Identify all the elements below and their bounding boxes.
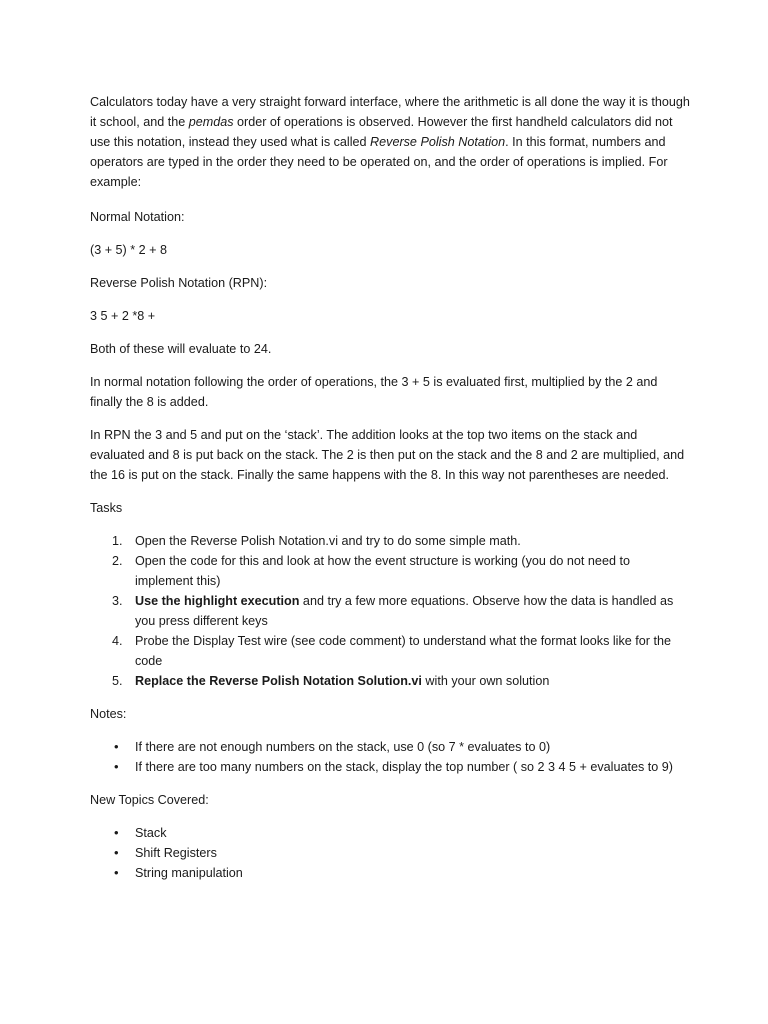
note-item <box>90 737 690 757</box>
task-item <box>90 551 690 591</box>
task-text: Probe the Display Test wire (see code comment) to understand what the format looks like for the code <box>135 634 671 668</box>
tasks-list <box>90 531 690 691</box>
task-bold-text: Replace the Reverse Polish Notation Solution.vi <box>135 674 422 688</box>
task-item <box>90 631 690 671</box>
task-number: 2. <box>112 554 123 568</box>
topics-list <box>90 823 690 883</box>
note-text: If there are not enough numbers on the stack, use 0 (so 7 * evaluates to 0) <box>135 740 551 754</box>
document-page <box>90 92 690 896</box>
rpn-label: Reverse Polish Notation (RPN): <box>90 276 268 290</box>
task-number: 5. <box>112 674 123 688</box>
topic-text: Stack <box>135 826 167 840</box>
rpn-expression: 3 5 + 2 *8 + <box>90 309 156 323</box>
tasks-heading: Tasks <box>90 501 123 515</box>
bullet-icon: • <box>114 739 119 754</box>
bullet-icon: • <box>114 865 119 880</box>
task-item <box>90 671 690 691</box>
note-text: If there are too many numbers on the stack, display the top number ( so 2 3 4 5 + evaluates to 9) <box>135 760 673 774</box>
task-bold-text: Use the highlight execution <box>135 594 300 608</box>
topics-heading: New Topics Covered: <box>90 793 209 807</box>
intro-text-3: . In this format, numbers and operators are typed in the order they need to be operated on, and the order of operations is implied. For example: <box>90 135 668 189</box>
normal-notation-explanation: In normal notation following the order of operations, the 3 + 5 is evaluated first, multiplied by the 2 and finally the 8 is added. <box>90 375 658 409</box>
rpn-term: Reverse Polish Notation <box>370 135 506 149</box>
normal-notation-label: Normal Notation: <box>90 210 185 224</box>
task-item <box>90 591 690 631</box>
task-number: 4. <box>112 634 123 648</box>
task-number: 1. <box>112 534 123 548</box>
task-text: Open the code for this and look at how the event structure is working (you do not need to implement this) <box>135 554 630 588</box>
task-text: Open the Reverse Polish Notation.vi and try to do some simple math. <box>135 534 521 548</box>
pemdas-term: pemdas <box>188 115 234 129</box>
topic-item <box>90 863 690 883</box>
task-item <box>90 531 690 551</box>
normal-notation-expression: (3 + 5) * 2 + 8 <box>90 243 168 257</box>
notes-heading: Notes: <box>90 707 127 721</box>
task-number: 3. <box>112 594 123 608</box>
bullet-icon: • <box>114 759 119 774</box>
task-text: with your own solution <box>421 674 550 688</box>
topic-item <box>90 823 690 843</box>
intro-paragraph <box>90 92 690 192</box>
bullet-icon: • <box>114 825 119 840</box>
bullet-icon: • <box>114 845 119 860</box>
rpn-explanation: In RPN the 3 and 5 and put on the ‘stack’. The addition looks at the top two items on the stack and evaluated and 8 is put back on the stack. The 2 is then put on the stack and the 8 and 2 are multiplied, and the 16 is put on the stack. Finally the same happens with the 8. In this way not parentheses are needed. <box>90 428 685 482</box>
topic-item <box>90 843 690 863</box>
note-item <box>90 757 690 777</box>
topic-text: Shift Registers <box>135 846 217 860</box>
intro-text-2: order of operations is observed. However the first handheld calculators did not use this notation, instead they used what is called <box>90 115 673 149</box>
notes-list <box>90 737 690 777</box>
both-evaluate-text: Both of these will evaluate to 24. <box>90 342 272 356</box>
task-text: and try a few more equations. Observe how the data is handled as you press different keys <box>135 594 674 628</box>
topic-text: String manipulation <box>135 866 243 880</box>
intro-text-1: Calculators today have a very straight forward interface, where the arithmetic is all done the way it is though it school, and the <box>90 95 690 129</box>
